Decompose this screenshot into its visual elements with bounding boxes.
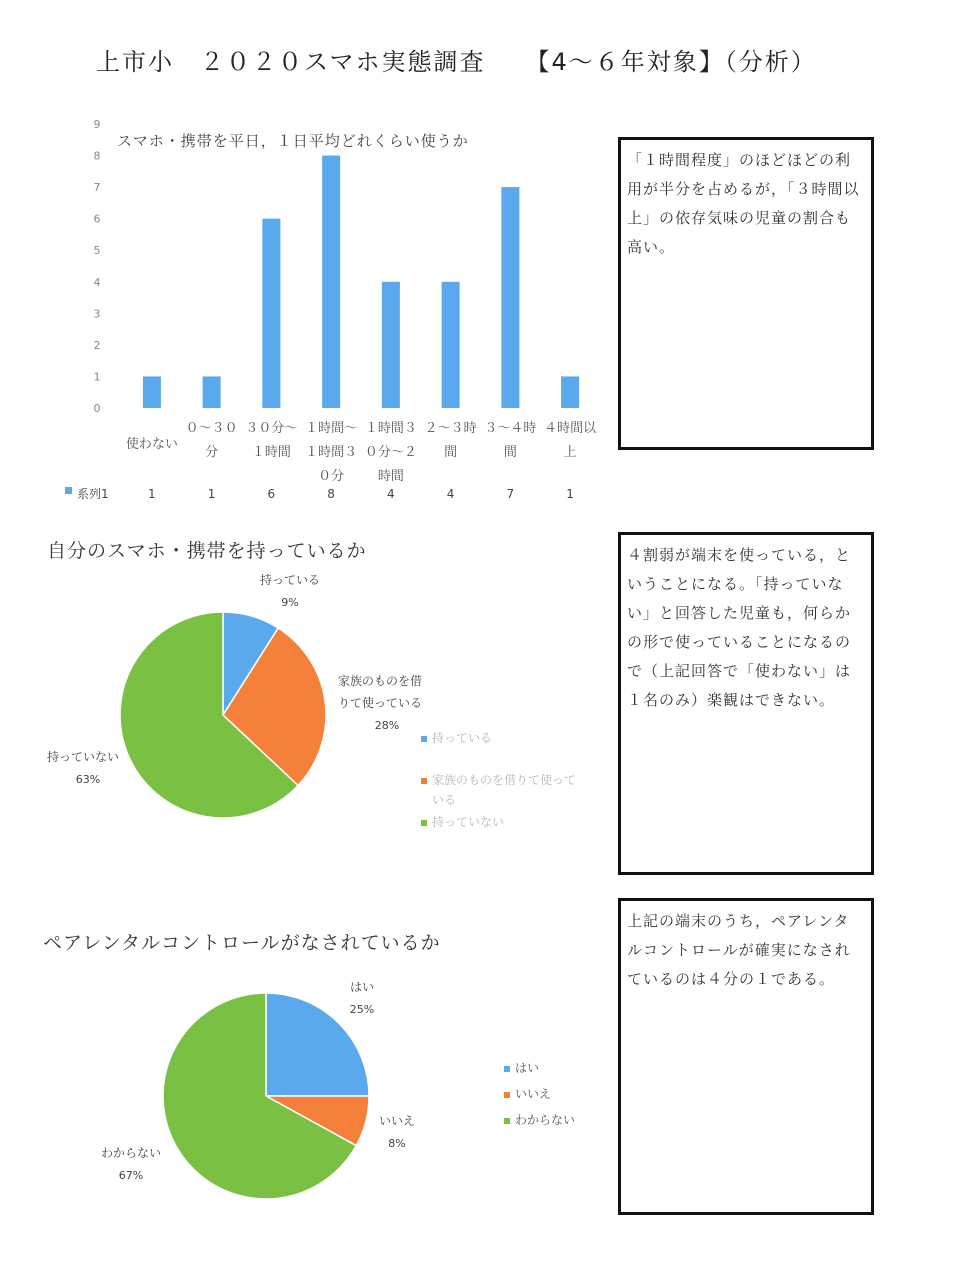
bar xyxy=(382,282,400,408)
x-tick-label: 上 xyxy=(563,445,577,460)
slice-label: 家族のものを借 xyxy=(338,674,423,688)
ownership-chart-title: 自分のスマホ・携帯を持っているか xyxy=(47,540,367,562)
parental-control-chart-title: ペアレンタルコントロールがなされているか xyxy=(43,932,441,954)
data-table-value: 8 xyxy=(327,487,335,501)
legend-swatch xyxy=(421,778,427,784)
slice-label: 持っていない xyxy=(47,750,120,764)
bar xyxy=(262,219,280,408)
slice-percent: 28% xyxy=(374,719,400,732)
data-table-value: 7 xyxy=(506,487,515,501)
data-table-value: 1 xyxy=(566,487,574,501)
x-tick-label: １時間３ xyxy=(364,421,417,436)
x-tick-label: 分 xyxy=(205,445,219,460)
legend-label: 家族のものを借りて使って xyxy=(432,773,577,787)
x-tick-label: １時間３ xyxy=(305,445,358,460)
note-parental-control xyxy=(618,898,874,1215)
x-tick-label: ３０分～ xyxy=(245,421,298,436)
note-ownership xyxy=(618,532,874,875)
bar xyxy=(203,376,221,408)
legend-label: 持っていない xyxy=(432,815,505,829)
legend-label: いいえ xyxy=(515,1087,552,1101)
x-tick-label: 間 xyxy=(444,445,458,460)
data-table-value: 1 xyxy=(148,487,156,501)
x-tick-label: １時間～ xyxy=(305,421,358,436)
slice-label: 持っている xyxy=(259,573,321,587)
y-tick-label: 9 xyxy=(93,118,101,131)
ownership-pie-chart xyxy=(20,560,610,850)
y-tick-label: 0 xyxy=(93,402,101,415)
y-tick-label: 7 xyxy=(93,181,101,195)
bar-chart-title: スマホ・携帯を平日，１日平均どれくらい使うか xyxy=(117,132,469,150)
legend-label: 系列1 xyxy=(77,487,109,501)
x-tick-label: ３～４時 xyxy=(484,421,537,436)
x-tick-label: ２～３時 xyxy=(424,421,477,436)
slice-label: りて使っている xyxy=(338,696,423,710)
note-ownership-text: ４割弱が端末を使っている，ということになる。「持っていない」と回答した児童も，何らかの形で使っていることになるので（上記回答で「使わない」は１名のみ）楽観はできない。 xyxy=(627,546,852,709)
data-table-value: 4 xyxy=(446,487,455,501)
x-tick-label: ０～３０ xyxy=(185,421,238,436)
x-tick-label: ４時間以 xyxy=(544,421,597,436)
legend-swatch xyxy=(504,1092,510,1098)
legend-swatch xyxy=(504,1066,510,1072)
slice-label: いいえ xyxy=(378,1114,416,1128)
legend-swatch xyxy=(504,1118,510,1124)
data-table-value: 1 xyxy=(207,487,216,501)
x-tick-label: 使わない xyxy=(125,437,178,452)
note-usage-text: 「１時間程度」のほどほどの利用が半分を占めるが，「３時間以上」の依存気味の児童の割合も高い。 xyxy=(627,151,860,256)
y-tick-label: 1 xyxy=(93,370,101,384)
x-tick-label: 間 xyxy=(503,445,517,460)
y-tick-label: 5 xyxy=(93,244,101,258)
slice-label: はい xyxy=(349,980,375,994)
x-tick-label: ０分 xyxy=(318,469,345,484)
data-table-value: 4 xyxy=(387,487,395,501)
note-usage xyxy=(618,137,874,450)
y-tick-label: 6 xyxy=(93,212,101,226)
legend-label: はい xyxy=(515,1061,540,1075)
bar xyxy=(322,156,340,408)
y-tick-label: 2 xyxy=(93,338,101,352)
bar xyxy=(561,376,579,408)
x-tick-label: ０分～２ xyxy=(364,445,417,460)
slice-percent: 8% xyxy=(388,1137,406,1150)
slice-percent: 9% xyxy=(281,596,299,609)
data-table-value: 6 xyxy=(267,487,276,501)
bar xyxy=(143,376,161,408)
page-title: 上市小 ２０２０スマホ実態調査 【4～６年対象】（分析） xyxy=(96,48,817,76)
y-tick-label: 4 xyxy=(93,275,101,289)
legend-swatch xyxy=(421,736,427,742)
y-tick-label: 3 xyxy=(93,307,101,321)
slice-label: わからない xyxy=(100,1146,162,1160)
slice-percent: 63% xyxy=(75,773,101,786)
legend-label: 持っている xyxy=(432,731,493,745)
x-tick-label: 時間 xyxy=(377,469,404,484)
y-tick-label: 8 xyxy=(93,149,101,163)
bar xyxy=(442,282,460,408)
usage-bar-chart xyxy=(40,110,610,510)
legend-label: いる xyxy=(432,793,457,807)
slice-percent: 67% xyxy=(118,1169,144,1182)
x-tick-label: １時間 xyxy=(251,445,291,460)
legend-label: わからない xyxy=(515,1113,576,1127)
slice-percent: 25% xyxy=(349,1003,375,1016)
legend-swatch xyxy=(421,820,427,826)
note-parental-control-text: 上記の端末のうち，ペアレンタルコントロールが確実になされているのは４分の１である。 xyxy=(627,912,851,988)
legend-swatch xyxy=(65,487,72,494)
parental-control-pie-chart xyxy=(20,960,610,1210)
bar xyxy=(501,187,519,408)
